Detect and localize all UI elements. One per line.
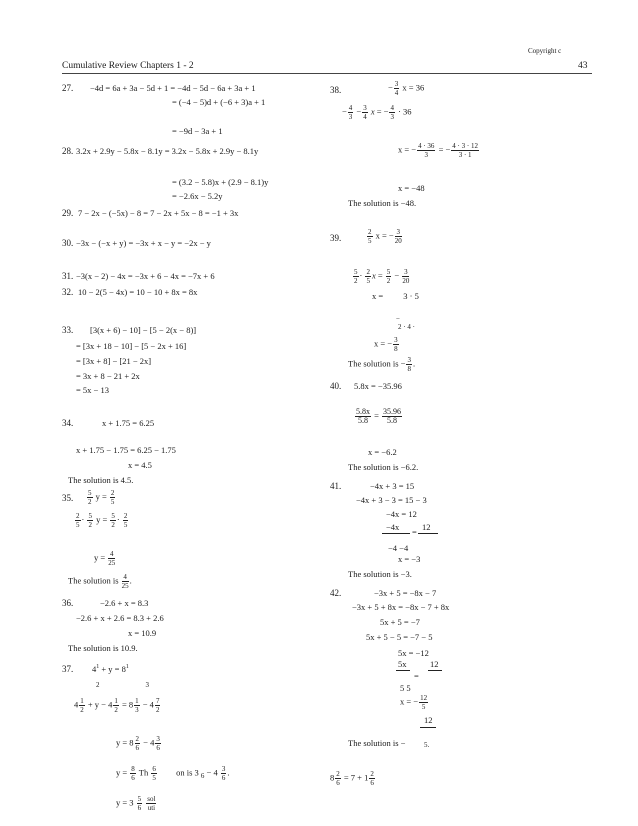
problem-42-solution: The solution is − [348, 738, 406, 748]
problem-27-line1: −4d = 6a + 3a − 5d + 1 = −4d − 5d − 6a + 3a + 1 [90, 83, 256, 93]
fraction: $\frac{35.96}{5.8}$ [383, 407, 402, 425]
problem-39-solution: The solution is − $\frac{3}{8}$ . [348, 356, 416, 373]
problem-36-solution: The solution is 10.9. [68, 643, 138, 653]
fraction: $\frac{2}{6}$ [135, 735, 140, 752]
fraction: $\frac{3}{20}$ [402, 268, 410, 285]
fraction-bar [396, 670, 410, 671]
fraction: $\frac{8}{6}$ [131, 765, 135, 782]
fraction: $\frac{2}{5}$ [76, 512, 80, 529]
page-number: 43 [578, 61, 588, 71]
problem-38-line2: − $\frac{4}{3}$ − $\frac{3}{4}$ x = − $\frac{4}{3}$ · 36 [342, 104, 412, 121]
problem-37-line2: 4 $\frac{1}{2}$ + y − 4 $\frac{1}{2}$ = 8 $\frac{1}{3}$ − 4 $\frac{7}{2}$ [74, 697, 160, 714]
running-title: Cumulative Review Chapters 1 - 2 [62, 61, 194, 71]
problem-43-line1: 8 $\frac{2}{6}$ = 7 + 1 $\frac{2}{6}$ [330, 770, 374, 787]
problem-39-number: 39. [330, 233, 342, 243]
problem-36-number: 36. [62, 598, 74, 608]
problem-37-line5: y = 3 $\frac{5}{6}$ sol uti [116, 795, 156, 812]
problem-42-line5: 5x = −12 [398, 648, 429, 658]
fraction: $\frac{2}{6}$ [370, 770, 374, 787]
problem-41-line6: x = −3 [398, 554, 421, 564]
fraction: sol uti [147, 795, 156, 812]
header-rule [62, 73, 592, 74]
problem-35-number: 35. [62, 493, 74, 503]
problem-35-solution: The solution is $\frac{4}{25}$ . [68, 573, 132, 590]
problem-37-number: 37. [62, 664, 74, 674]
problem-38-number: 38. [330, 85, 342, 95]
fraction: $\frac{2}{5}$ [123, 512, 128, 529]
problem-33-line1: [3(x + 6) − 10] − [5 − 2(x − 8)] [90, 325, 197, 335]
problem-34-number: 34. [62, 418, 74, 428]
fraction: $\frac{5}{2}$ [88, 489, 92, 506]
problem-40-number: 40. [330, 381, 342, 391]
fraction: $\frac{4}{25}$ [121, 573, 129, 590]
problem-33-line2: = [3x + 18 − 10] − [5 − 2x + 16] [76, 341, 187, 351]
fraction: $\frac{3}{8}$ [407, 356, 411, 373]
problem-27-line3: = −9d − 3a + 1 [172, 126, 223, 136]
copyright-text: Copyright c [528, 47, 562, 55]
problem-37-line1: $4^1 + y = 8^1$ [92, 663, 129, 674]
problem-40-line2: $\frac{5.8x}{5.8}$ = $\frac{35.96}{5.8}$ [356, 407, 402, 425]
problem-42-line6a: 5x [398, 659, 407, 669]
problem-36-line1: −2.6 + x = 8.3 [100, 598, 149, 608]
fraction: $\frac{2}{5}$ [368, 228, 372, 245]
problem-36-line3: x = 10.9 [128, 628, 157, 638]
problem-37-line3: y = 8 $\frac{2}{6}$ − 4 $\frac{3}{6}$ [116, 735, 160, 752]
problem-38-line1: − $\frac{3}{4}$ x = 36 [388, 80, 425, 97]
fraction-bar [420, 727, 436, 728]
problem-42-line6b: 12 [430, 659, 439, 669]
fraction: $\frac{4 \cdot 36}{3}$ [418, 142, 435, 159]
problem-40-line3: x = −6.2 [368, 447, 397, 457]
problem-41-number: 41. [330, 481, 342, 491]
problem-37-line4: y = $\frac{8}{6}$ Th $\frac{6}{5}$ on is 3 $_6$ − 4 $\frac{3}{6}$ . [116, 765, 230, 782]
problem-33-line3: = [3x + 8] − [21 − 2x] [76, 356, 152, 366]
problem-42-line7: 5 5 [400, 683, 411, 693]
fraction: $\frac{3}{4}$ [363, 104, 367, 121]
fraction: $\frac{5}{6}$ [137, 795, 142, 812]
problem-35-line1: $\frac{5}{2}$ y = $\frac{2}{5}$ [88, 489, 115, 506]
fraction-bar [418, 533, 438, 534]
fraction-bar [382, 533, 410, 534]
fraction-bar [428, 670, 442, 671]
problem-36-line2: −2.6 + x + 2.6 = 8.3 + 2.6 [76, 613, 164, 623]
problem-39-line4: x = − $\frac{3}{8}$ [374, 336, 398, 353]
problem-41-solution: The solution is −3. [348, 569, 412, 579]
fraction: $\frac{4}{3}$ [390, 104, 394, 121]
problem-28-line3: = −2.6x − 5.2y [172, 191, 223, 201]
fraction: $\frac{7}{2}$ [155, 697, 160, 714]
problem-41-line4a: −4x [386, 522, 400, 532]
problem-39-line3: x = 3 · 5 [372, 291, 419, 301]
fraction: $\frac{4}{3}$ [348, 104, 353, 121]
problem-27-line2: = (−4 − 5)d + (−6 + 3)a + 1 [172, 97, 266, 107]
problem-33-line5: = 5x − 13 [76, 385, 109, 395]
problem-40-line1: 5.8x = −35.96 [354, 381, 402, 391]
problem-39-line3-den: − [396, 315, 400, 323]
problem-31-number: 31. [62, 271, 74, 281]
problem-38-line3: x = − $\frac{4 \cdot 36}{3}$ = − $\frac{4 \cdot 3 \cdot 12}{3 \cdot 1}$ [398, 142, 478, 159]
fraction: $\frac{2}{5}$ [366, 268, 370, 285]
fraction: $\frac{4 \cdot 3 \cdot 12}{3 \cdot 1}$ [452, 142, 478, 159]
fraction: $\frac{3}{4}$ [394, 80, 399, 97]
problem-30-number: 30. [62, 238, 74, 248]
problem-42-line6eq: = [414, 671, 419, 681]
problem-41-line1: −4x + 3 = 15 [370, 481, 415, 491]
problem-40-solution: The solution is −6.2. [348, 462, 419, 472]
problem-28-line2: = (3.2 − 5.8)x + (2.9 − 8.1)y [172, 177, 269, 187]
problem-39-line3-den2: 2 · 4 · [398, 323, 415, 331]
problem-38-line4: x = −48 [398, 183, 425, 193]
problem-28-number: 28. [62, 146, 74, 156]
fraction: $\frac{1}{2}$ [114, 697, 118, 714]
problem-28-line1: 3.2x + 2.9y − 5.8x − 8.1y = 3.2x − 5.8x + 2.9y − 8.1y [76, 146, 259, 156]
problem-34-line2: x + 1.75 − 1.75 = 6.25 − 1.75 [76, 445, 176, 455]
problem-29-line1: 7 − 2x − (−5x) − 8 = 7 − 2x + 5x − 8 = −1 + 3x [78, 208, 239, 218]
problem-29-number: 29. [62, 208, 74, 218]
problem-42-solution-den: 5. [424, 741, 430, 749]
fraction: $\frac{6}{5}$ [152, 765, 156, 782]
problem-41-line2: −4x + 3 − 3 = 15 − 3 [356, 495, 427, 505]
problem-32-number: 32. [62, 287, 74, 297]
problem-31-line1: −3(x − 2) − 4x = −3x + 6 − 4x = −7x + 6 [76, 271, 215, 281]
problem-39-line2: $\frac{5}{2}$ · $\frac{2}{5}$ x = $\frac{5}{2}$ − $\frac{3}{20}$ [354, 268, 410, 285]
problem-33-number: 33. [62, 325, 74, 335]
problem-41-line4eq: = [412, 527, 417, 537]
problem-34-line3: x = 4.5 [128, 460, 152, 470]
problem-34-line1: x + 1.75 = 6.25 [102, 418, 155, 428]
problem-41-line4b: 12 [422, 522, 431, 532]
fraction: $\frac{5}{2}$ [354, 268, 358, 285]
fraction: $\frac{5}{2}$ [386, 268, 391, 285]
problem-35-line2: $\frac{2}{5}$ · $\frac{5}{2}$ y = $\frac{5}{2}$ · $\frac{2}{5}$ [76, 512, 128, 529]
fraction: $\frac{3}{6}$ [221, 765, 226, 782]
fraction: $\frac{1}{3}$ [135, 697, 139, 714]
problem-42-number: 42. [330, 588, 342, 598]
fraction: $\frac{5}{2}$ [88, 512, 92, 529]
fraction: $\frac{3}{6}$ [156, 735, 160, 752]
fraction: $\frac{4}{25}$ [108, 550, 116, 567]
problem-42-line1: −3x + 5 = −8x − 7 [374, 588, 437, 598]
fraction: $\frac{5}{2}$ [111, 512, 115, 529]
problem-41-line3: −4x = 12 [386, 509, 417, 519]
fraction: $\frac{3}{8}$ [394, 336, 398, 353]
fraction: $\frac{12}{5}$ [420, 694, 428, 711]
fraction: $\frac{5.8x}{5.8}$ [356, 407, 370, 425]
problem-38-solution: The solution is −48. [348, 198, 417, 208]
problem-41-line5: −4 −4 [388, 543, 409, 553]
fraction: $\frac{2}{5}$ [110, 489, 115, 506]
problem-42-line8: x = − $\frac{12}{5}$ [400, 694, 428, 711]
problem-42-line9: 12 [424, 715, 433, 725]
problem-42-line2: −3x + 5 + 8x = −8x − 7 + 8x [352, 602, 450, 612]
problem-33-line4: = 3x + 8 − 21 + 2x [76, 371, 140, 381]
problem-42-line3: 5x + 5 = −7 [380, 617, 420, 627]
problem-34-solution: The solution is 4.5. [68, 475, 134, 485]
problem-27-number: 27. [62, 83, 74, 93]
fraction: $\frac{1}{2}$ [80, 697, 84, 714]
problem-35-line3: y = $\frac{4}{25}$ [94, 550, 116, 567]
problem-37-denoms: 2 3 [96, 681, 149, 689]
problem-42-line4: 5x + 5 − 5 = −7 − 5 [366, 632, 433, 642]
problem-39-line1: $\frac{2}{5}$ x = − $\frac{3}{20}$ [368, 228, 402, 245]
problem-30-line1: −3x − (−x + y) = −3x + x − y = −2x − y [76, 238, 211, 248]
fraction: $\frac{3}{20}$ [394, 228, 402, 245]
fraction: $\frac{2}{6}$ [336, 770, 340, 787]
problem-32-line1: 10 − 2(5 − 4x) = 10 − 10 + 8x = 8x [78, 287, 198, 297]
